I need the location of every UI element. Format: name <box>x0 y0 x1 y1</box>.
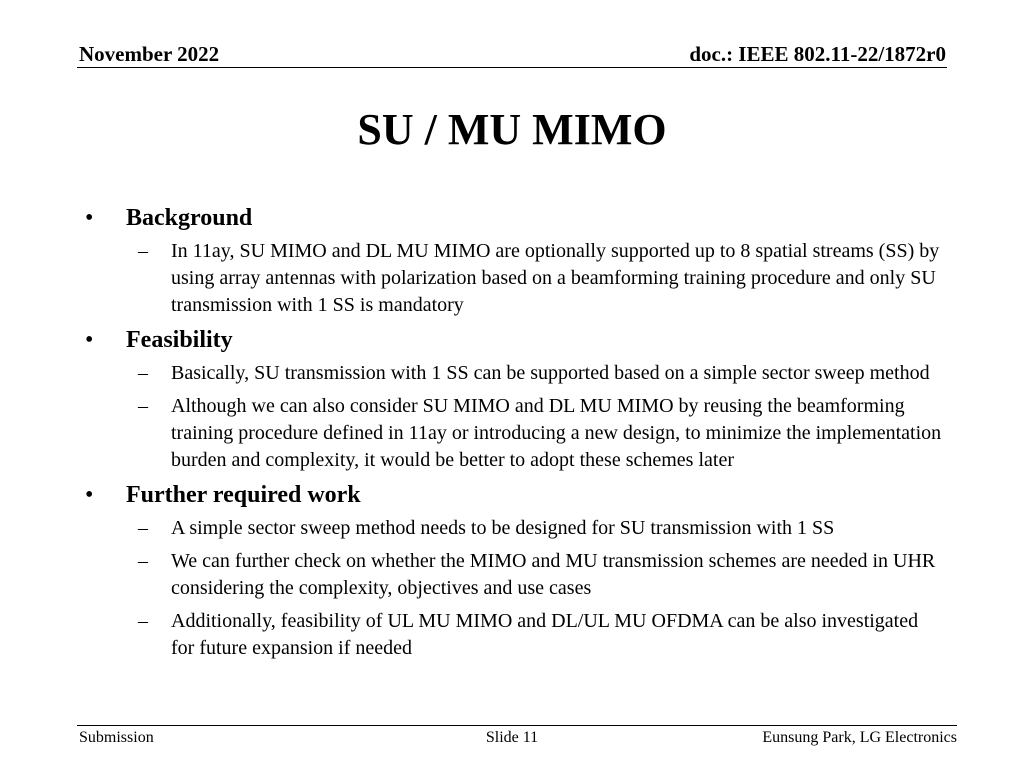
header-doc-id: doc.: IEEE 802.11-22/1872r0 <box>689 42 946 66</box>
bullet-heading: Background <box>126 205 253 231</box>
dash-icon: – <box>138 517 148 539</box>
sub-bullet <box>85 360 945 387</box>
bullet-icon: • <box>85 327 94 353</box>
sub-bullet-text: Basically, SU transmission with 1 SS can be supported based on a simple sector sweep method <box>171 362 930 384</box>
sub-bullet <box>85 608 945 662</box>
sub-bullet <box>85 393 945 474</box>
sub-bullet <box>85 238 945 319</box>
dash-icon: – <box>138 610 148 632</box>
sub-bullet-text: We can further check on whether the MIMO and MU transmission schemes are needed in UHR considering the complexity, objectives and use cases <box>171 550 936 599</box>
bullet-icon: • <box>85 205 94 231</box>
footer-author: Eunsung Park, LG Electronics <box>762 729 957 746</box>
sub-bullet-text: Although we can also consider SU MIMO and DL MU MIMO by reusing the beamforming training procedure defined in 11ay or introducing a new design, to minimize the implementation burden and complexity, it would be better to adopt these schemes later <box>171 395 942 471</box>
dash-icon: – <box>138 550 148 572</box>
sub-bullet-text: A simple sector sweep method needs to be designed for SU transmission with 1 SS <box>171 517 835 539</box>
sub-bullet-text: Additionally, feasibility of UL MU MIMO and DL/UL MU OFDMA can be also investigated for future expansion if needed <box>171 610 919 659</box>
bullet-icon: • <box>85 482 94 508</box>
bullet-further-required-work <box>85 480 945 510</box>
slide-body <box>85 203 945 668</box>
dash-icon: – <box>138 395 148 417</box>
dash-icon: – <box>138 240 148 262</box>
sub-bullet <box>85 515 945 542</box>
sub-bullet-text: In 11ay, SU MIMO and DL MU MIMO are optionally supported up to 8 spatial streams (SS) by using array antennas with polarization based on a beamforming training procedure and only SU transmission with 1 SS is mandatory <box>171 240 940 316</box>
header-divider <box>77 67 947 68</box>
footer-divider <box>77 725 957 726</box>
bullet-heading: Further required work <box>126 482 361 508</box>
sub-bullet <box>85 548 945 602</box>
header-date: November 2022 <box>79 42 220 66</box>
slide-title: SU / MU MIMO <box>357 105 667 154</box>
dash-icon: – <box>138 362 148 384</box>
bullet-background <box>85 203 945 233</box>
bullet-feasibility <box>85 325 945 355</box>
footer-submission: Submission <box>79 729 154 746</box>
footer-slide-number: Slide 11 <box>485 729 539 746</box>
bullet-heading: Feasibility <box>126 327 233 353</box>
